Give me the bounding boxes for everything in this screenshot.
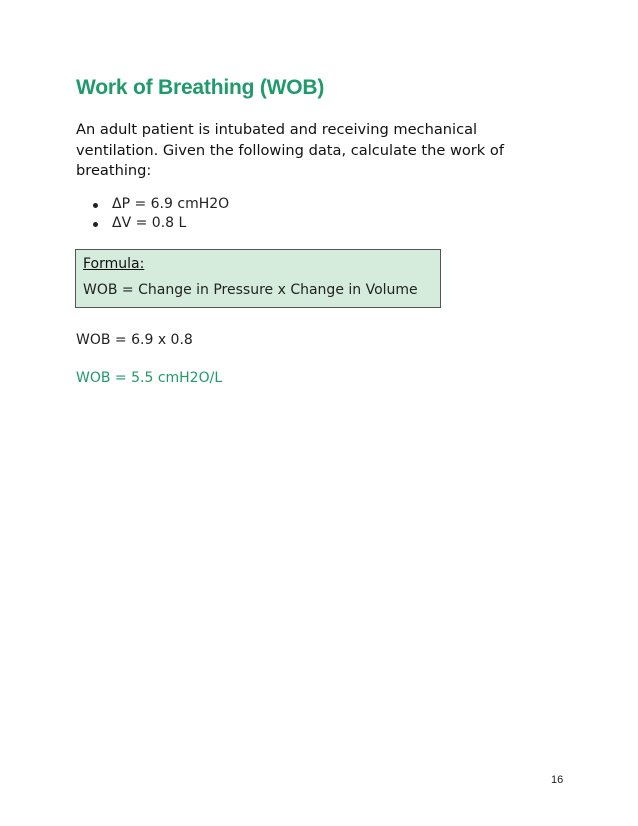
formula-box: [75, 249, 441, 308]
page-number: 16: [551, 774, 564, 786]
page-title: Work of Breathing (WOB): [76, 76, 325, 99]
formula-label: Formula:: [83, 256, 145, 272]
answer-line: WOB = 5.5 cmH2O/L: [76, 370, 223, 386]
problem-statement: An adult patient is intubated and receiving mechanical ventilation. Given the following data, calculate the work of breathing:: [76, 121, 504, 179]
bullet-icon: [93, 222, 98, 227]
givens-list: [76, 195, 229, 233]
list-item: [76, 195, 229, 214]
calculation-line: WOB = 6.9 x 0.8: [76, 332, 193, 348]
list-item: [76, 214, 229, 233]
given-pressure: ΔP = 6.9 cmH2O: [112, 196, 230, 212]
given-volume: ΔV = 0.8 L: [112, 215, 187, 231]
bullet-icon: [93, 203, 98, 208]
formula-text: WOB = Change in Pressure x Change in Volume: [83, 282, 418, 298]
